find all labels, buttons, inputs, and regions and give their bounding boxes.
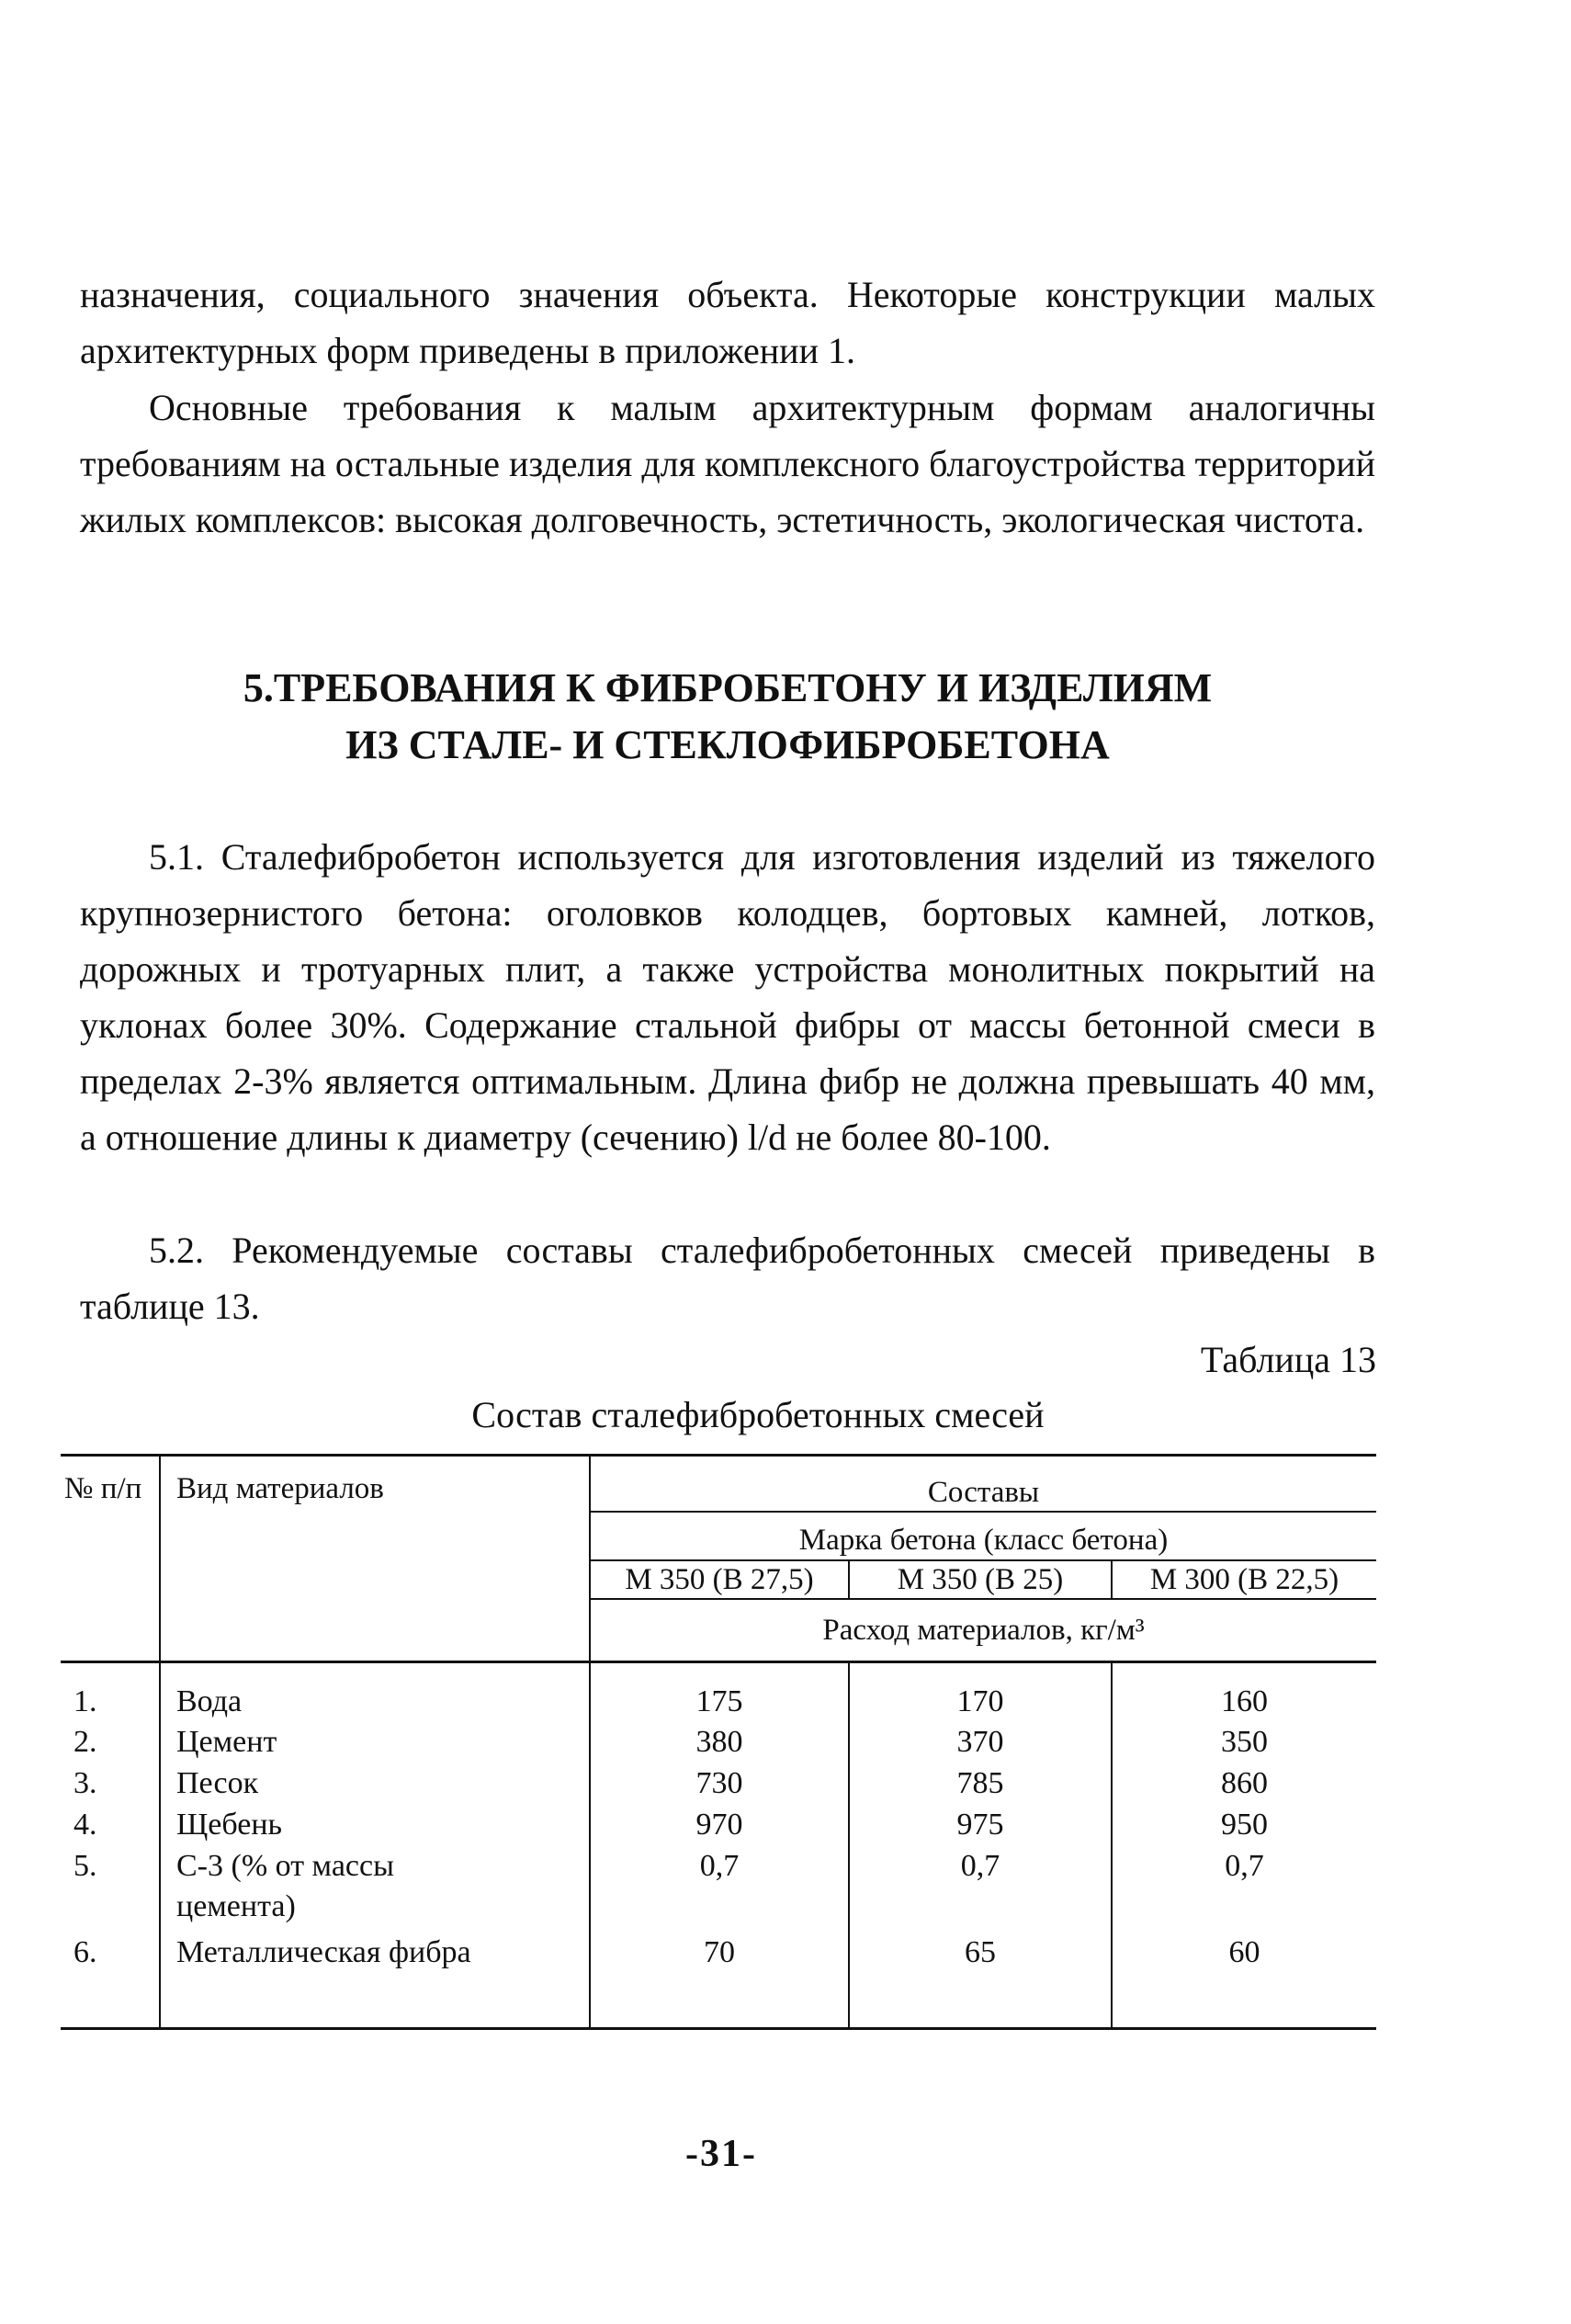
row-1-value-1: 175: [695, 1684, 743, 1718]
row-4-material: Щебень: [176, 1808, 283, 1842]
section-heading-line-1: 5.ТРЕБОВАНИЯ К ФИБРОБЕТОНУ И ИЗДЕЛИЯМ: [243, 665, 1213, 710]
paragraph-5-1: 5.1. Сталефибробетон используется для изготовления изделий из тяжелого крупнозернистого бетона: оголовков колодцев, бортовых камней, лотков, дорожных и тротуарных плит, а также устройства монолитных покрытий на уклонах более 30%. Содержание стальной фибры от массы бетонной смеси в пределах 2-3% является оптимальным. Длина фибр не должна превышать 40 мм, а отношение длины к диаметру (сечению) l/d не более 80-100.: [80, 836, 1375, 1158]
row-5-num: 5.: [73, 1849, 97, 1883]
header-grade: Марка бетона (класс бетона): [798, 1524, 1169, 1557]
header-consumption: Расход материалов, кг/м³: [822, 1614, 1145, 1647]
table-number-label: Таблица 13: [1200, 1339, 1376, 1380]
header-num: № п/п: [64, 1472, 142, 1505]
composition-table: [61, 1454, 1376, 2030]
compositions-underline: [589, 1511, 1376, 1513]
row-4-value-3: 950: [1221, 1808, 1268, 1842]
row-1-value-2: 170: [956, 1684, 1004, 1718]
row-3-value-1: 730: [695, 1766, 743, 1800]
row-4-value-2: 975: [956, 1808, 1004, 1842]
row-2-num: 2.: [73, 1725, 97, 1759]
row-6-num: 6.: [73, 1935, 97, 1969]
row-3-value-3: 860: [1221, 1766, 1268, 1800]
header-compositions: Составы: [927, 1476, 1040, 1509]
header-col-m350-b25: М 350 (В 25): [897, 1563, 1064, 1596]
row-4-num: 4.: [73, 1808, 97, 1842]
row-6-value-3: 60: [1228, 1935, 1260, 1969]
row-2-material: Цемент: [176, 1725, 277, 1759]
row-3-value-2: 785: [956, 1766, 1004, 1800]
section-heading-line-2: ИЗ СТАЛЕ- И СТЕКЛОФИБРОБЕТОНА: [345, 722, 1110, 767]
row-4-value-1: 970: [695, 1808, 743, 1842]
row-1-num: 1.: [73, 1684, 97, 1718]
table-title: Состав сталефибробетонных смесей: [471, 1394, 1045, 1435]
row-2-value-3: 350: [1221, 1725, 1268, 1759]
row-6-value-1: 70: [704, 1935, 735, 1969]
row-6-material: Металлическая фибра: [176, 1935, 471, 1969]
table-top-rule: [61, 1454, 1376, 1457]
header-col-m300-b22-5: М 300 (В 22,5): [1149, 1563, 1339, 1596]
columns-underline: [589, 1598, 1376, 1600]
row-3-material: Песок: [176, 1766, 259, 1800]
table-bottom-rule: [61, 2027, 1376, 2030]
paragraph-5-2: 5.2. Рекомендуемые составы сталефибробетонных смесей приведены в таблице 13.: [80, 1230, 1375, 1327]
header-col-m350-b27-5: М 350 (В 27,5): [625, 1563, 814, 1596]
row-2-value-1: 380: [695, 1725, 743, 1759]
header-material: Вид материалов: [176, 1472, 384, 1505]
row-5-value-2: 0,7: [960, 1849, 1000, 1883]
row-5-value-1: 0,7: [699, 1849, 740, 1883]
page-number: -31-: [685, 2133, 757, 2175]
row-5-material: С-3 (% от массы цемента): [176, 1849, 394, 1923]
row-3-num: 3.: [73, 1766, 97, 1800]
row-1-material: Вода: [176, 1684, 243, 1718]
row-1-value-3: 160: [1221, 1684, 1268, 1718]
paragraph-requirements: Основные требования к малым архитектурным формам аналогичны требованиям на остальные изделия для комплексного благоустройства территорий жилых комплексов: высокая долговечность, эстетичность, экологическая чистота.: [80, 387, 1375, 540]
header-bottom-rule: [61, 1661, 1376, 1663]
paragraph-intro: назначения, социального значения объекта. Некоторые конструкции малых архитектурных форм приведены в приложении 1.: [80, 274, 1375, 371]
row-6-value-2: 65: [965, 1935, 996, 1969]
row-5-value-3: 0,7: [1225, 1849, 1264, 1883]
section-heading: [80, 660, 1375, 774]
row-2-value-2: 370: [956, 1725, 1004, 1759]
num-column-divider: [159, 1454, 161, 2030]
